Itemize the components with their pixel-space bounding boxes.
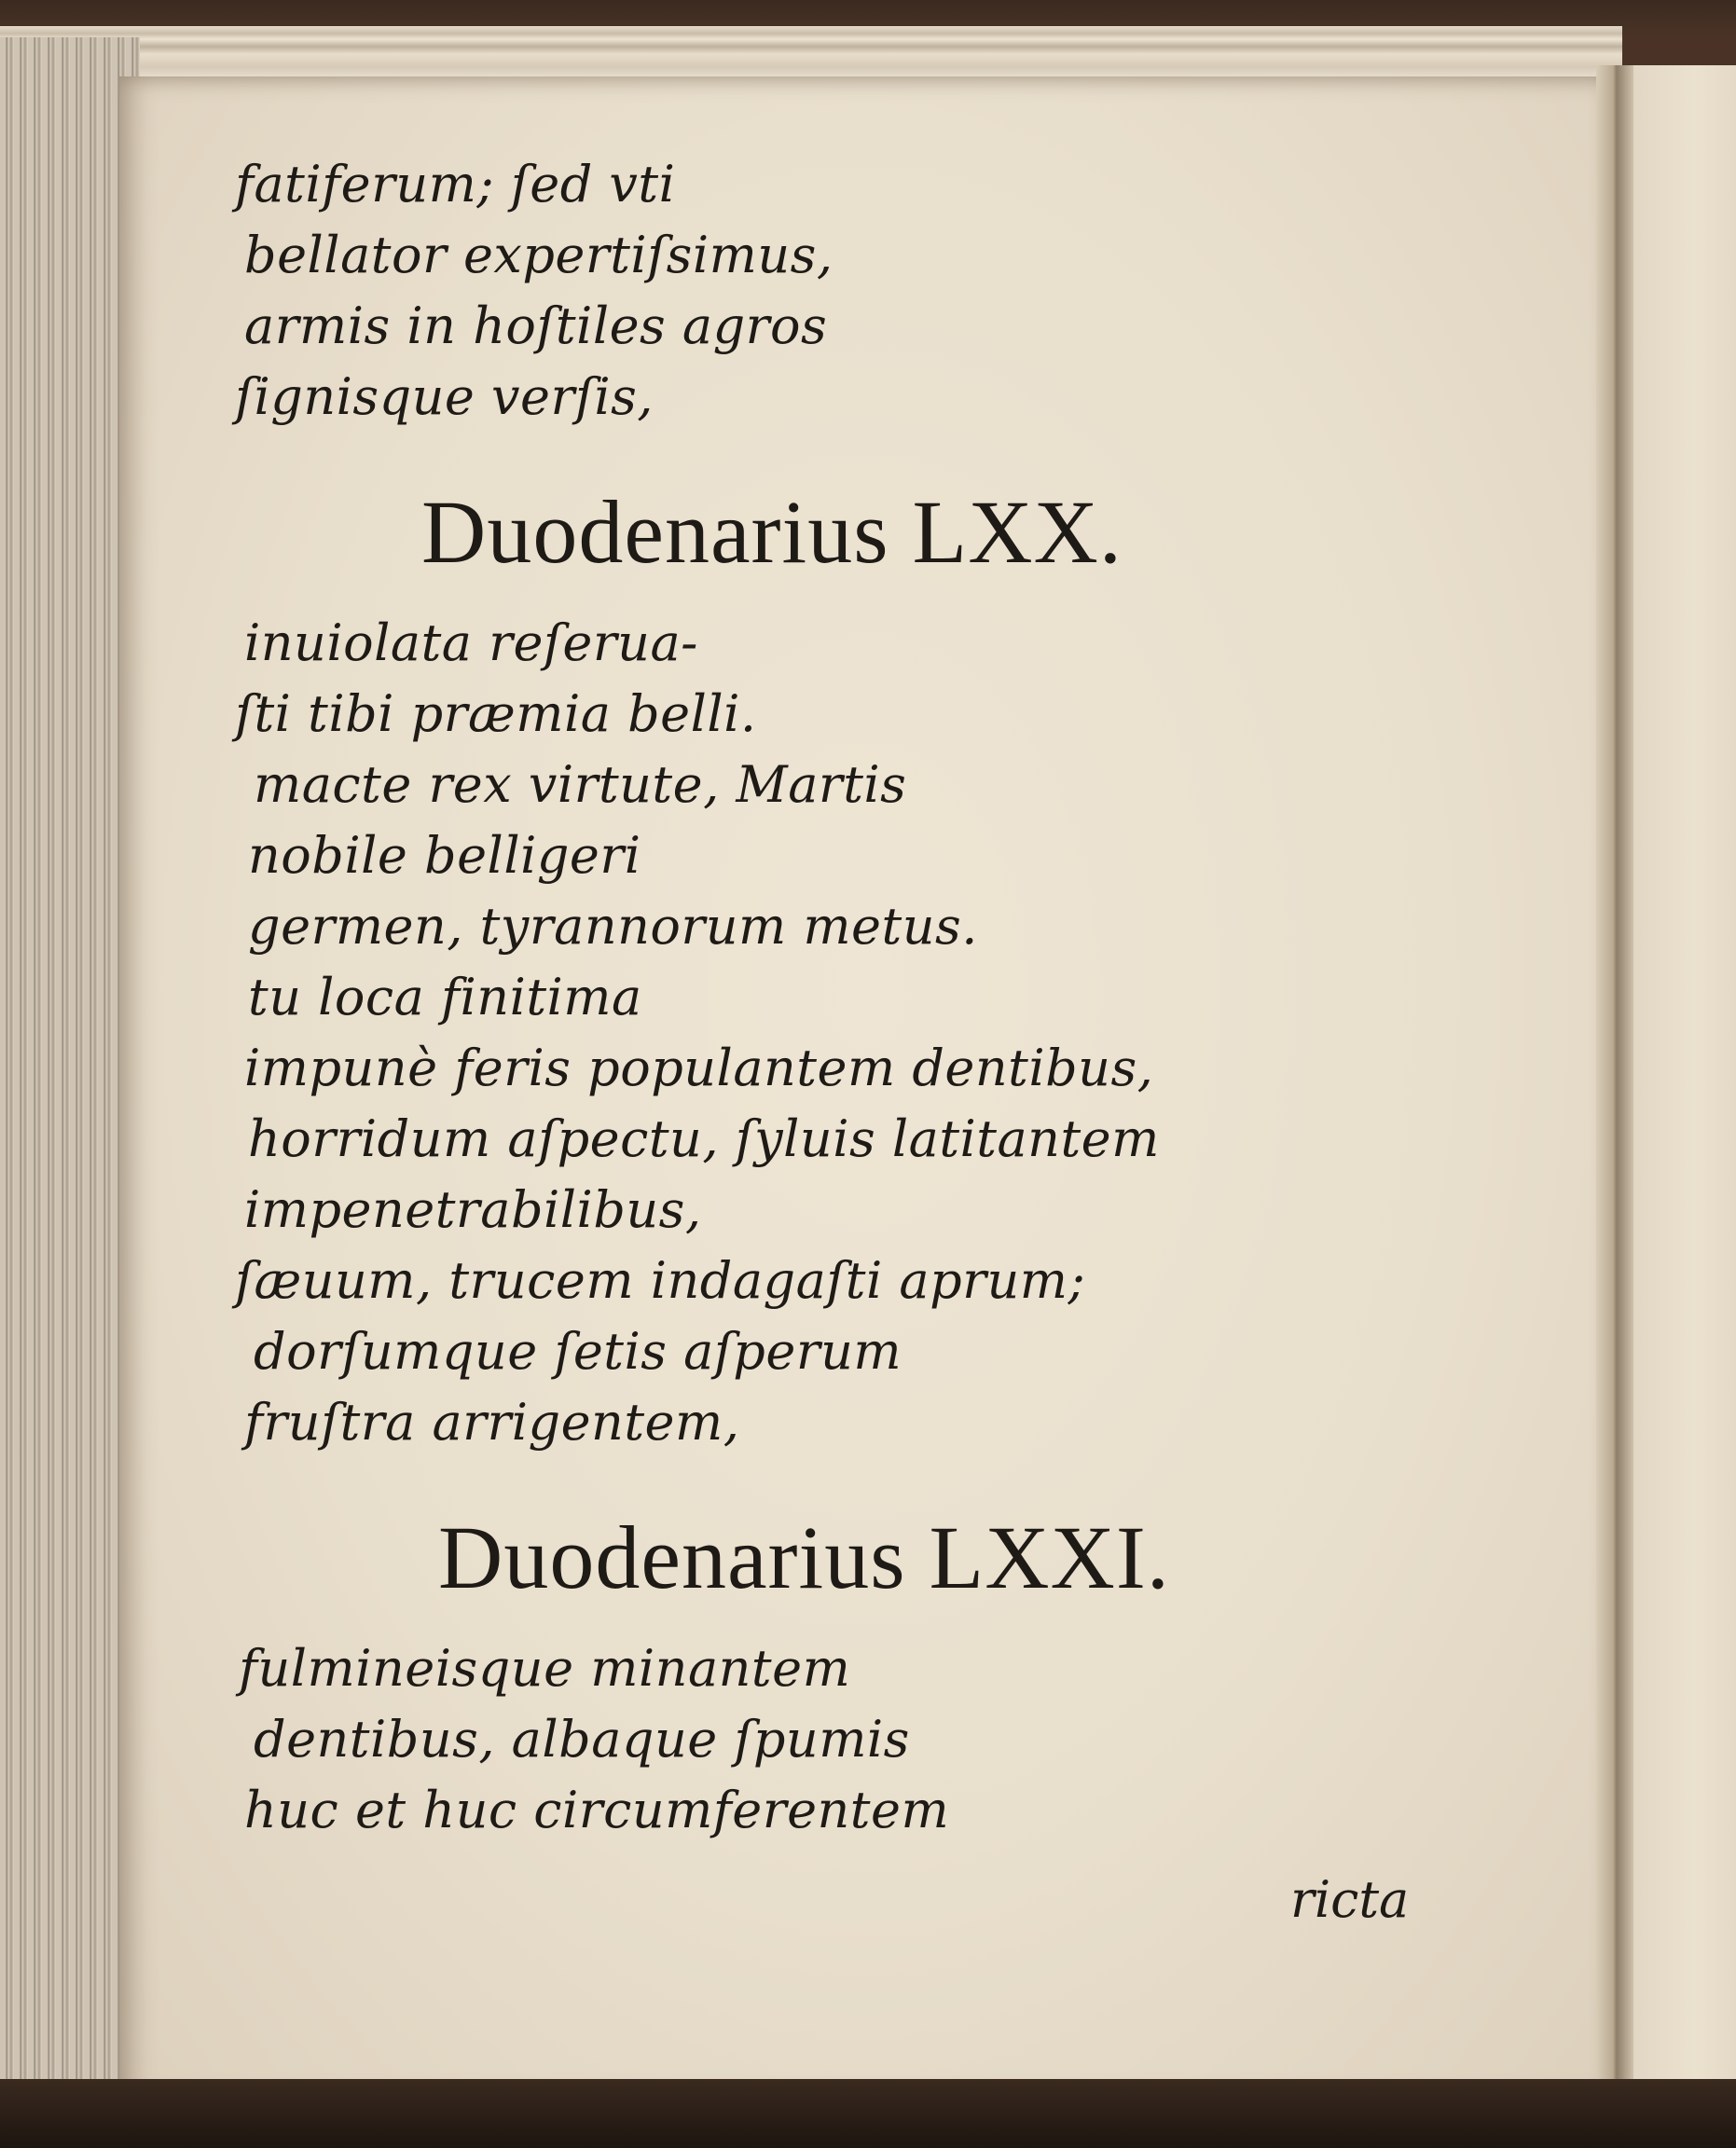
text-line: armis in hoſtiles agros [244,296,828,355]
text-line: tu loca finitima [248,968,642,1026]
catchword: ricta [1290,1870,1410,1929]
text-line: inuiolata reſerua- [244,613,698,672]
text-line: impenetrabilibus, [244,1180,702,1239]
text-line: impunè feris populantem dentibus, [244,1039,1154,1097]
text-line: macte rex virtute, Martis [254,755,907,814]
text-line: fulmineisque minantem [239,1639,851,1698]
text-line: ſti tibi præmia belli. [235,684,757,743]
section-heading: Duodenarius LXXI. [438,1508,1170,1607]
text-line: nobile belligeri [248,826,641,885]
text-line: bellator expertiſsimus, [244,226,834,284]
section-heading: Duodenarius LXX. [421,482,1123,582]
text-line: fruſtra arrigentem, [244,1393,740,1452]
text-line: dentibus, albaque ſpumis [254,1710,910,1769]
text-line: fatiferum; ſed vti [235,155,676,213]
text-line: huc et huc circumferentem [244,1781,950,1839]
text-line: horridum aſpectu, ſyluis latitantem [248,1109,1160,1168]
text-line: ſignisque verſis, [235,367,654,426]
text-line: dorſumque ſetis aſperum [254,1322,902,1381]
text-line: ſæuum, trucem indagaſti aprum; [235,1251,1086,1310]
text-line: germen, tyrannorum metus. [248,897,978,956]
